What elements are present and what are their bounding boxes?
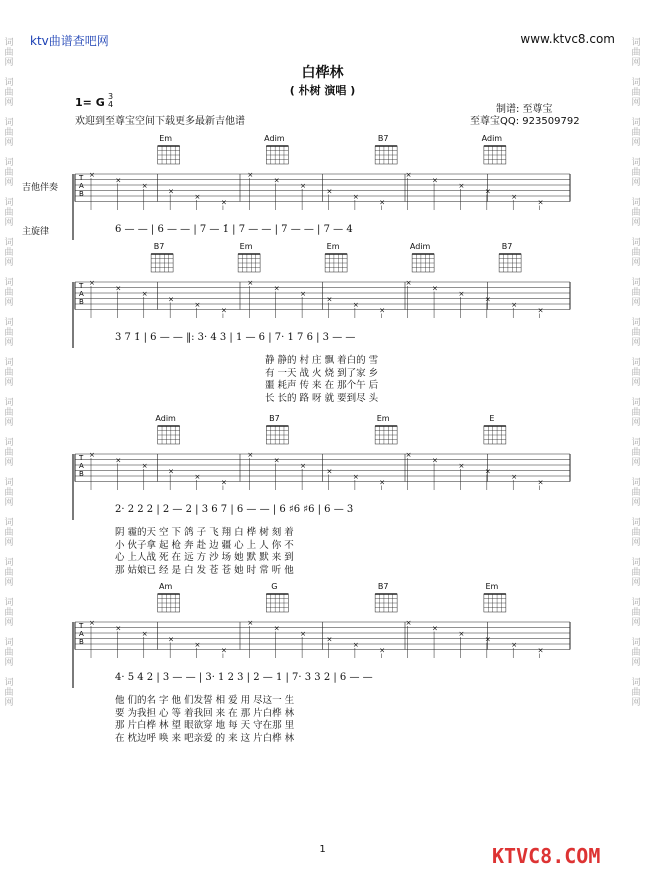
chord-name: B7 [377, 134, 389, 143]
chord-name: Em [485, 582, 499, 591]
tab-note-mark: × [352, 641, 359, 649]
tab-note-mark: × [405, 279, 412, 287]
tab-note-mark: × [141, 290, 148, 298]
tab-note-mark: × [194, 641, 201, 649]
time-signature: 3 4 [108, 92, 114, 109]
tab-note-mark: × [432, 456, 438, 465]
song-subtitle: ( 朴树 演唱 ) [289, 84, 356, 97]
tab-note-mark: × [300, 182, 306, 190]
lyric-line: 小 伙子拿 起 枪 奔 赴 边 疆 心 上 人 你 不 [115, 539, 294, 551]
chord-name: E [489, 414, 495, 423]
tab-note-mark: × [141, 182, 148, 190]
site-logo: KTVC8.COM [492, 844, 601, 868]
tab-clef-letter: B [79, 298, 84, 306]
page-number: 1 [319, 844, 326, 855]
lyric-line: 有 一天 战 火 烧 到了家 乡 [265, 367, 379, 379]
tab-note-mark: × [511, 301, 518, 309]
guitar-track-label: 吉他伴奏 [22, 183, 59, 193]
chord-name: B7 [153, 242, 165, 251]
tab-note-mark: × [220, 646, 227, 655]
side-watermark-right: 词 曲 网 词 曲 网 词 曲 网 词 曲 网 词 曲 网 词 曲 网 词 曲 网 词 曲 网 词 曲 网 词 曲 网 词 曲 网 词 曲 网 词 曲 网 词 曲 网 词 曲 网 词 曲 网 词 曲 网 [631, 38, 641, 708]
chord-name: Adim [264, 134, 285, 143]
tab-note-mark: × [537, 306, 544, 315]
key-signature: 1= G [75, 96, 105, 109]
chord-name: Em [376, 414, 390, 423]
tab-note-mark: × [379, 198, 386, 207]
tab-note-mark: × [511, 641, 518, 649]
tab-note-mark: × [247, 279, 254, 287]
tab-clef-letter: A [79, 462, 84, 470]
tab-note-mark: × [326, 467, 333, 476]
tab-note-mark: × [194, 193, 201, 201]
song-title: 白桦林 [301, 65, 344, 81]
tab-note-mark: × [432, 624, 438, 633]
tab-note-mark: × [458, 462, 465, 470]
side-watermark-left: 词 曲 网 词 曲 网 词 曲 网 词 曲 网 词 曲 网 词 曲 网 词 曲 网 词 曲 网 词 曲 网 词 曲 网 词 曲 网 词 曲 网 词 曲 网 词 曲 网 词 曲 网 词 曲 网 词 曲 网 [4, 38, 14, 708]
tab-note-mark: × [247, 171, 254, 179]
tab-note-mark: × [89, 451, 95, 459]
tab-clef-letter: T [79, 622, 84, 630]
lyric-line: 那 姑娘已 经 是 白 发 苍 苍 她 时 常 听 他 [115, 564, 294, 576]
tab-note-mark: × [537, 198, 544, 207]
tab-note-mark: × [326, 295, 333, 304]
tab-clef-letter: A [79, 290, 84, 298]
site-url-right: www.ktvc8.com [520, 32, 615, 46]
tab-clef-letter: B [79, 190, 84, 198]
chord-name: B7 [377, 582, 389, 591]
tab-note-mark: × [115, 176, 122, 185]
chord-name: Em [159, 134, 173, 143]
tab-note-mark: × [511, 473, 518, 481]
tab-note-mark: × [220, 198, 227, 207]
tab-note-mark: × [352, 193, 359, 201]
tab-note-mark: × [458, 290, 465, 298]
tab-note-mark: × [537, 478, 544, 487]
chord-name: Em [239, 242, 253, 251]
tab-clef-letter: A [79, 630, 84, 638]
melody-numbers: 4· 5 4 2 | 3 — — | 3· 1 2 3 | 2 — 1 | 7· 3 3 2 | 6 — — [115, 672, 373, 683]
tab-note-mark: × [484, 635, 491, 644]
chord-name: Adim [481, 134, 503, 143]
tab-clef-letter: A [79, 182, 84, 190]
lyric-line: 阴 霾的天 空 下 鸽 子 飞 翔 白 桦 树 刻 着 [115, 527, 294, 538]
tab-note-mark: × [458, 630, 465, 638]
site-name-left: ktv曲谱查吧网 [30, 34, 109, 48]
tab-note-mark: × [484, 295, 491, 304]
tab-note-mark: × [300, 462, 306, 470]
lyric-line: 静 静的 村 庄 飘 着白的 雪 [265, 355, 379, 366]
tab-note-mark: × [484, 467, 491, 476]
tab-note-mark: × [511, 193, 518, 201]
maker-credit: 制谱: 至尊宝 [496, 104, 553, 115]
melody-numbers: 2· 2 2 2 | 2 — 2 | 3 6 7 | 6 — — | 6 ♯6 ♯6 | 6 — 3 [115, 504, 354, 515]
qq-credit: 至尊宝QQ: 923509792 [470, 116, 580, 127]
tab-note-mark: × [168, 295, 175, 304]
tab-note-mark: × [326, 187, 333, 196]
tab-note-mark: × [168, 635, 175, 644]
tab-note-mark: × [405, 171, 412, 179]
chord-name: B7 [501, 242, 513, 251]
tab-note-mark: × [247, 619, 254, 627]
chord-name: Am [158, 582, 173, 591]
melody-track-label: 主旋律 [22, 227, 50, 237]
tab-note-mark: × [220, 306, 227, 315]
tab-note-mark: × [352, 473, 359, 481]
tab-note-mark: × [168, 467, 175, 476]
tab-note-mark: × [484, 187, 491, 196]
welcome-text: 欢迎到至尊宝空间下载更多最新吉他谱 [75, 116, 245, 127]
tab-note-mark: × [300, 290, 306, 298]
tab-note-mark: × [89, 171, 95, 179]
tab-note-mark: × [89, 619, 95, 627]
lyric-line: 他 们的名 字 他 们发誓 相 爱 用 尽这一 生 [115, 695, 295, 706]
tab-note-mark: × [273, 624, 280, 633]
tab-note-mark: × [432, 176, 438, 185]
tab-note-mark: × [273, 284, 280, 293]
tab-note-mark: × [379, 646, 386, 655]
chord-name: Adim [409, 242, 431, 251]
tab-clef-letter: T [79, 282, 84, 290]
tab-note-mark: × [405, 619, 412, 627]
lyric-line: 要 为我担 心 等 着我回 来 在 那 片白桦 林 [115, 707, 295, 719]
tab-clef-letter: B [79, 470, 84, 478]
tab-note-mark: × [352, 301, 359, 309]
tab-note-mark: × [458, 182, 465, 190]
melody-numbers: 3 7 1̇ | 6 — — ‖: 3· 4 3 | 1 — 6 | 7· 1 7 6 | 3 — — [115, 332, 356, 343]
lyric-line: 在 枕边呼 唤 来 吧亲爱 的 来 这 片白桦 林 [115, 732, 295, 744]
tab-note-mark: × [537, 646, 544, 655]
tab-note-mark: × [194, 473, 201, 481]
tab-note-mark: × [247, 451, 254, 459]
chord-name: Em [326, 242, 340, 251]
chord-name: G [271, 582, 278, 591]
tab-note-mark: × [115, 284, 122, 293]
tab-note-mark: × [432, 284, 438, 293]
tab-clef-letter: B [79, 638, 84, 646]
chord-name: B7 [269, 414, 280, 423]
tab-note-mark: × [326, 635, 333, 644]
lyric-line: 噩 耗声 传 来 在 那个午 后 [265, 380, 379, 391]
tab-note-mark: × [115, 624, 122, 633]
tab-note-mark: × [273, 176, 280, 185]
chord-name: Adim [155, 414, 176, 423]
tab-note-mark: × [379, 478, 386, 487]
tab-note-mark: × [194, 301, 201, 309]
melody-numbers: 6 — — | 6 — — | 7 — 1̇ | 7 — — | 7 — — | 7 — 4 [115, 224, 353, 235]
tab-clef-letter: T [79, 174, 84, 182]
tab-note-mark: × [89, 279, 95, 287]
tab-note-mark: × [220, 478, 227, 487]
tab-note-mark: × [300, 630, 306, 638]
lyric-line: 长 长的 路 呀 就 要到尽 头 [265, 392, 379, 404]
tab-note-mark: × [115, 456, 122, 465]
tab-clef-letter: T [79, 454, 84, 462]
tab-note-mark: × [273, 456, 280, 465]
tab-note-mark: × [141, 630, 148, 638]
tab-note-mark: × [379, 306, 386, 315]
lyric-line: 那 片白桦 林 望 眼欲穿 地 每 天 守在那 里 [115, 720, 295, 731]
tab-note-mark: × [405, 451, 412, 459]
tab-note-mark: × [168, 187, 175, 196]
lyric-line: 心 上人战 死 在 远 方 沙 场 她 默 默 来 到 [115, 552, 294, 563]
tab-note-mark: × [141, 462, 148, 470]
